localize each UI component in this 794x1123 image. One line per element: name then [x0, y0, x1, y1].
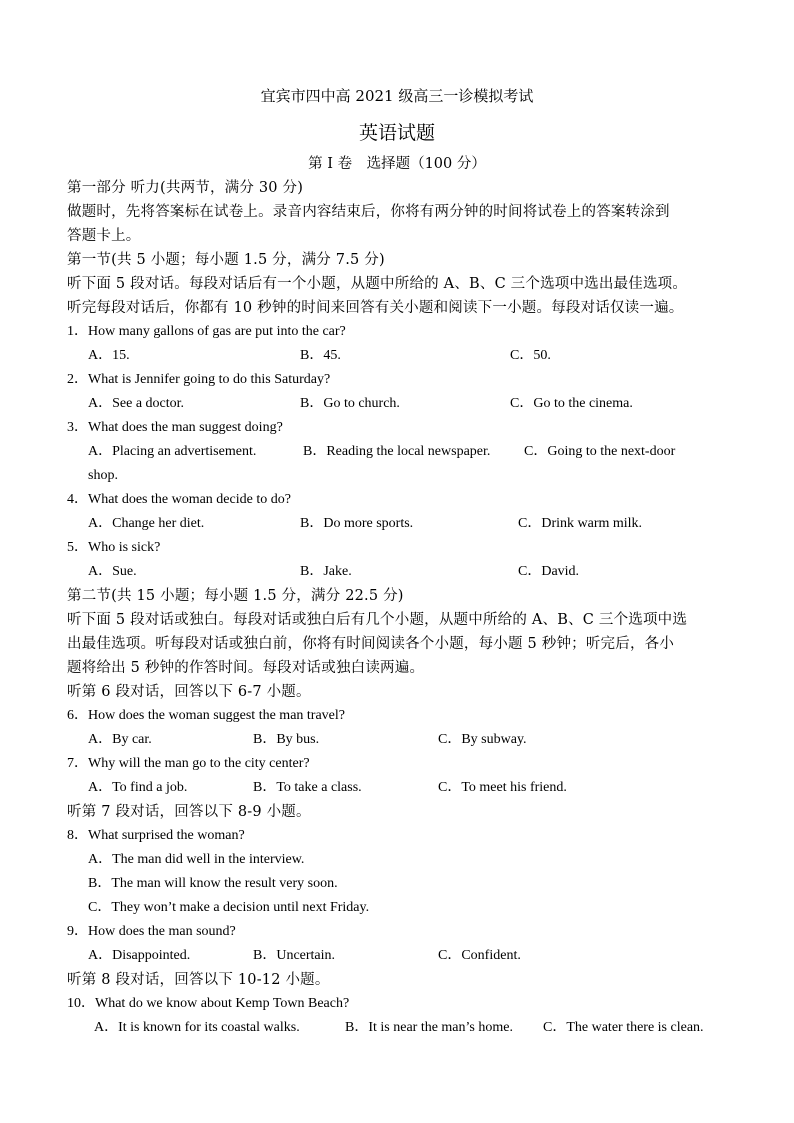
section2-intro-line3: 题将给出 5 秒钟的作答时间。每段对话或独白读两遍。 [67, 660, 425, 676]
q4-option-c: C．Drink warm milk. [518, 516, 643, 531]
q3-stem: 3．What does the man suggest doing? [67, 420, 283, 435]
q6-option-a: A．By car. [88, 732, 152, 747]
q3-option-b: B．Reading the local newspaper. [303, 444, 491, 459]
subject-title: 英语试题 [358, 122, 435, 144]
q4-stem: 4．What does the woman decide to do? [67, 492, 291, 507]
q7-option-a: A．To find a job. [88, 780, 188, 795]
dialog6-instruction: 听第 6 段对话，回答以下 6-7 小题。 [67, 684, 311, 700]
q8-option-b: B．The man will know the result very soon. [88, 876, 338, 891]
q4-option-b: B．Do more sports. [300, 516, 414, 531]
q1-option-a: A．15. [88, 348, 130, 363]
q1-stem: 1．How many gallons of gas are put into the car? [67, 324, 346, 339]
part1-intro-line2: 答题卡上。 [67, 228, 141, 244]
q7-stem: 7．Why will the man go to the city center? [67, 756, 310, 771]
section1-heading: 第一节(共 5 小题；每小题 1.5 分，满分 7.5 分) [67, 252, 385, 268]
q4-option-a: A．Change her diet. [88, 516, 205, 531]
q8-option-c: C．They won’t make a decision until next Friday. [88, 900, 370, 915]
q6-option-b: B．By bus. [253, 732, 320, 747]
q2-option-c: C．Go to the cinema. [510, 396, 633, 411]
q3-option-c-continued: shop. [88, 468, 118, 483]
q3-option-a: A．Placing an advertisement. [88, 444, 257, 459]
q9-option-c: C．Confident. [438, 948, 521, 963]
q7-option-c: C．To meet his friend. [438, 780, 567, 795]
section2-heading: 第二节(共 15 小题；每小题 1.5 分，满分 22.5 分) [67, 588, 404, 604]
q5-option-b: B．Jake. [300, 564, 352, 579]
dialog8-instruction: 听第 8 段对话，回答以下 10-12 小题。 [67, 972, 330, 988]
q1-option-c: C．50. [510, 348, 551, 363]
q5-option-c: C．David. [518, 564, 580, 579]
q8-option-a: A．The man did well in the interview. [88, 852, 305, 867]
q9-stem: 9．How does the man sound? [67, 924, 236, 939]
q2-stem: 2．What is Jennifer going to do this Saturday? [67, 372, 331, 387]
q5-option-a: A．Sue. [88, 564, 137, 579]
q2-option-b: B．Go to church. [300, 396, 400, 411]
q10-option-c: C．The water there is clean. [543, 1020, 704, 1035]
q6-stem: 6．How does the woman suggest the man travel? [67, 708, 345, 723]
part1-intro-line1: 做题时，先将答案标在试卷上。录音内容结束后，你将有两分钟的时间将试卷上的答案转涂到 [67, 204, 670, 220]
q10-stem: 10．What do we know about Kemp Town Beach? [67, 996, 350, 1011]
q9-option-a: A．Disappointed. [88, 948, 191, 963]
q6-option-c: C．By subway. [438, 732, 527, 747]
q2-option-a: A．See a doctor. [88, 396, 185, 411]
volume-title: 第 I 卷 选择题（100 分） [308, 156, 486, 172]
q9-option-b: B．Uncertain. [253, 948, 336, 963]
q10-option-b: B．It is near the man’s home. [345, 1020, 513, 1035]
section2-intro-line2: 出最佳选项。听每段对话或独白前，你将有时间阅读各个小题，每小题 5 秒钟；听完后，各小 [67, 636, 675, 652]
q8-stem: 8．What surprised the woman? [67, 828, 245, 843]
q3-option-c: C．Going to the next-door [524, 444, 676, 459]
school-title: 宜宾市四中高 2021 级高三一诊模拟考试 [260, 87, 534, 105]
dialog7-instruction: 听第 7 段对话，回答以下 8-9 小题。 [67, 804, 311, 820]
section2-intro-line1: 听下面 5 段对话或独白。每段对话或独白后有几个小题，从题中所给的 A、B、C 三个选项中选 [67, 612, 688, 628]
q5-stem: 5．Who is sick? [67, 540, 161, 555]
part1-heading: 第一部分 听力(共两节，满分 30 分) [67, 180, 304, 196]
section1-intro-line2: 听完每段对话后，你都有 10 秒钟的时间来回答有关小题和阅读下一小题。每段对话仅读一遍。 [67, 300, 684, 316]
section1-intro-line1: 听下面 5 段对话。每段对话后有一个小题，从题中所给的 A、B、C 三个选项中选出最佳选项。 [67, 276, 688, 292]
q10-option-a: A．It is known for its coastal walks. [94, 1020, 300, 1035]
q1-option-b: B．45. [300, 348, 341, 363]
q7-option-b: B．To take a class. [253, 780, 362, 795]
